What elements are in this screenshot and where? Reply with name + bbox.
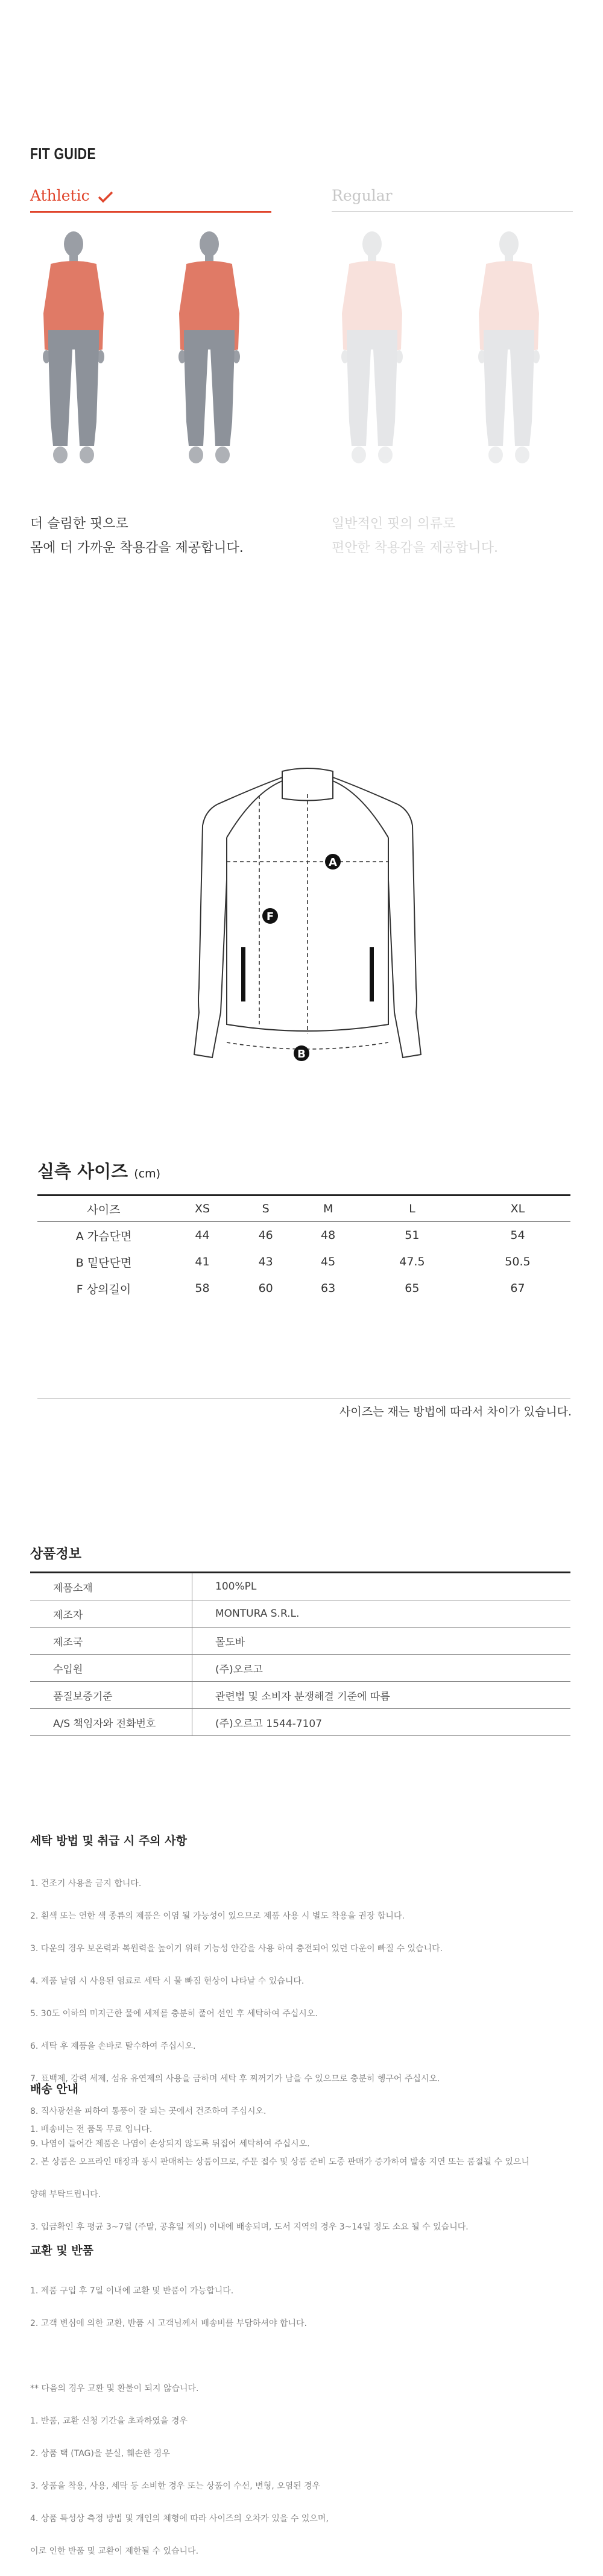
size-cell: 43 xyxy=(258,1255,273,1268)
table-row xyxy=(37,1222,570,1249)
exchange-line: 4. 상품 특성상 측정 방법 및 개인의 체형에 따라 사이즈의 오차가 있을 수 있으며, xyxy=(30,2514,329,2524)
table-row xyxy=(37,1249,570,1275)
checkmark-icon xyxy=(97,190,114,204)
size-cell: 60 xyxy=(258,1282,273,1295)
athletic-description-line-1: 더 슬림한 핏으로 xyxy=(30,516,128,531)
regular-figure-front xyxy=(478,231,540,463)
info-value: (주)오르고 xyxy=(192,1655,571,1682)
care-line: 7. 표백제, 강력 세제, 섬유 유연제의 사용을 금하며 세탁 후 찌꺼기가 남을 수 있으므로 충분히 헹구어 주십시오. xyxy=(30,2074,440,2084)
delivery-line: 1. 배송비는 전 품목 무료 입니다. xyxy=(30,2125,153,2134)
table-row xyxy=(37,1275,570,1302)
tab-regular[interactable]: Regular xyxy=(332,187,393,204)
table-row xyxy=(30,1628,570,1655)
size-header-label: 사이즈 xyxy=(37,1196,170,1222)
size-header-m: M xyxy=(297,1196,359,1222)
size-table xyxy=(37,1194,570,1302)
size-header-xs: XS xyxy=(170,1196,235,1222)
info-key: 수입원 xyxy=(30,1655,192,1682)
care-line: 4. 제품 날염 시 사용된 염료로 세탁 시 물 빠짐 현상이 나타날 수 있습니다. xyxy=(30,1976,305,1986)
info-key: 제조자 xyxy=(30,1600,192,1628)
table-row xyxy=(30,1655,570,1682)
exchange-title: 교환 및 반품 xyxy=(30,2244,93,2257)
size-table-title-text: 실측 사이즈 xyxy=(37,1161,128,1182)
tab-athletic-label: Athletic xyxy=(30,187,90,204)
exchange-body xyxy=(30,2267,573,2576)
table-row xyxy=(30,1709,570,1736)
delivery-body xyxy=(30,2105,573,2252)
left-pocket xyxy=(241,947,245,1001)
care-title: 세탁 방법 및 취급 시 주의 사항 xyxy=(30,1834,187,1847)
info-value: 100%PL xyxy=(192,1573,571,1600)
tab-athletic-underline xyxy=(30,211,271,213)
size-cell: 50.5 xyxy=(505,1255,531,1268)
delivery-line: 3. 입금확인 후 평균 3~7일 (주말, 공휴일 제외) 이내에 배송되며, 도서 지역의 경우 3~14일 정도 소요 될 수 있습니다. xyxy=(30,2222,469,2232)
athletic-description xyxy=(30,512,244,560)
tab-regular-underline xyxy=(332,211,573,212)
size-cell: 65 xyxy=(405,1282,420,1295)
size-cell: 67 xyxy=(510,1282,525,1295)
jacket-measurement-diagram xyxy=(181,759,434,1073)
info-value: MONTURA S.R.L. xyxy=(192,1600,571,1628)
table-row xyxy=(30,1600,570,1628)
care-line: 5. 30도 이하의 미지근한 물에 세제를 충분히 풀어 선인 후 세탁하여 주십시오. xyxy=(30,2009,318,2019)
size-cell: 45 xyxy=(321,1255,336,1268)
exchange-line: 2. 고객 변심에 의한 교환, 반품 시 고객님께서 배송비를 부담하셔야 합니다. xyxy=(30,2319,307,2328)
athletic-description-line-2: 몸에 더 가까운 착용감을 제공합니다. xyxy=(30,541,244,556)
size-table-header xyxy=(37,1196,570,1222)
regular-description-line-2: 편안한 착용감을 제공합니다. xyxy=(332,541,499,556)
size-cell: 58 xyxy=(195,1282,210,1295)
table-row xyxy=(30,1573,570,1600)
size-cell: B 밑단단면 xyxy=(75,1256,132,1270)
fit-guide-title: FIT GUIDE xyxy=(30,145,96,163)
athletic-figure-back xyxy=(43,231,104,463)
label-b: B xyxy=(297,1048,306,1061)
product-info-title: 상품정보 xyxy=(30,1547,82,1562)
info-value: 몰도바 xyxy=(192,1628,571,1655)
care-line: 8. 직사광선을 피하여 통풍이 잘 되는 곳에서 건조하여 주십시오. xyxy=(30,2107,267,2116)
delivery-line: 양해 부탁드립니다. xyxy=(30,2190,101,2199)
exchange-line: 3. 상품을 착용, 사용, 세탁 등 소비한 경우 또는 상품이 수선, 변형, 오염된 경우 xyxy=(30,2481,321,2491)
size-note-divider xyxy=(37,1398,570,1399)
label-f: F xyxy=(266,910,274,923)
size-cell: 63 xyxy=(321,1282,336,1295)
info-key: 제조국 xyxy=(30,1628,192,1655)
care-line: 6. 세탁 후 제품을 손바로 탈수하여 주십시오. xyxy=(30,2042,196,2051)
delivery-title: 배송 안내 xyxy=(30,2082,79,2096)
info-key: A/S 책임자와 전화번호 xyxy=(30,1709,192,1736)
info-key: 품질보증기준 xyxy=(30,1682,192,1709)
regular-figure-back xyxy=(341,231,403,463)
size-cell: 54 xyxy=(510,1229,525,1242)
care-line: 3. 다운의 경우 보온력과 복원력을 높이기 위해 기능성 안감을 사용 하여 충전되어 있던 다운이 빠질 수 있습니다. xyxy=(30,1944,443,1954)
fit-figures xyxy=(0,223,603,488)
info-value: (주)오르고 1544-7107 xyxy=(192,1709,571,1736)
exchange-line: 2. 상품 택 (TAG)을 분실, 훼손한 경우 xyxy=(30,2449,170,2458)
regular-description xyxy=(332,512,498,560)
size-cell: 47.5 xyxy=(399,1255,425,1268)
product-info-table xyxy=(30,1572,570,1736)
hem-measure-line xyxy=(227,1042,388,1049)
size-cell: 48 xyxy=(321,1229,336,1242)
tab-athletic[interactable] xyxy=(30,187,114,204)
size-cell: 51 xyxy=(405,1229,420,1242)
delivery-line: 2. 본 상품은 오프라인 매장과 동시 판매하는 상품이므로, 주문 접수 및 상품 준비 도중 판매가 증가하여 발송 지연 또는 품절될 수 있으니 xyxy=(30,2157,530,2167)
size-cell: F 상의길이 xyxy=(76,1282,131,1296)
size-note: 사이즈는 재는 방법에 따라서 차이가 있습니다. xyxy=(339,1405,572,1418)
label-a: A xyxy=(329,856,337,869)
exchange-line: 1. 제품 구입 후 7일 이내에 교환 및 반품이 가능합니다. xyxy=(30,2286,234,2296)
size-cell: A 가슴단면 xyxy=(75,1229,132,1243)
size-header-s: S xyxy=(235,1196,297,1222)
size-table-unit: (cm) xyxy=(134,1167,161,1180)
size-header-xl: XL xyxy=(465,1196,570,1222)
info-key: 제품소재 xyxy=(30,1573,192,1600)
regular-description-line-1: 일반적인 핏의 의류로 xyxy=(332,516,456,531)
size-cell: 41 xyxy=(195,1255,210,1268)
exchange-line: 이로 인한 반품 및 교환이 제한될 수 있습니다. xyxy=(30,2546,199,2556)
info-value: 관련법 및 소비자 분쟁해결 기준에 따름 xyxy=(192,1682,571,1709)
athletic-figure-front xyxy=(178,231,240,463)
size-cell: 44 xyxy=(195,1229,210,1242)
exchange-line: ** 다음의 경우 교환 및 환불이 되지 않습니다. xyxy=(30,2384,199,2393)
size-table-title xyxy=(37,1158,160,1183)
exchange-line: 1. 반품, 교환 신청 기간을 초과하였을 경우 xyxy=(30,2416,188,2426)
care-line: 1. 건조기 사용을 금지 합니다. xyxy=(30,1879,142,1888)
care-line: 9. 나염이 들어간 제품은 나염이 손상되지 않도록 뒤집어 세탁하여 주십시오. xyxy=(30,2139,310,2149)
size-header-l: L xyxy=(359,1196,465,1222)
size-cell: 46 xyxy=(258,1229,273,1242)
care-line: 2. 흰색 또는 연한 색 종류의 제품은 이염 될 가능성이 있으므로 제품 사용 시 별도 착용을 권장 합니다. xyxy=(30,1911,405,1921)
exchange-line xyxy=(30,2348,573,2364)
right-pocket xyxy=(370,947,374,1001)
table-row xyxy=(30,1682,570,1709)
